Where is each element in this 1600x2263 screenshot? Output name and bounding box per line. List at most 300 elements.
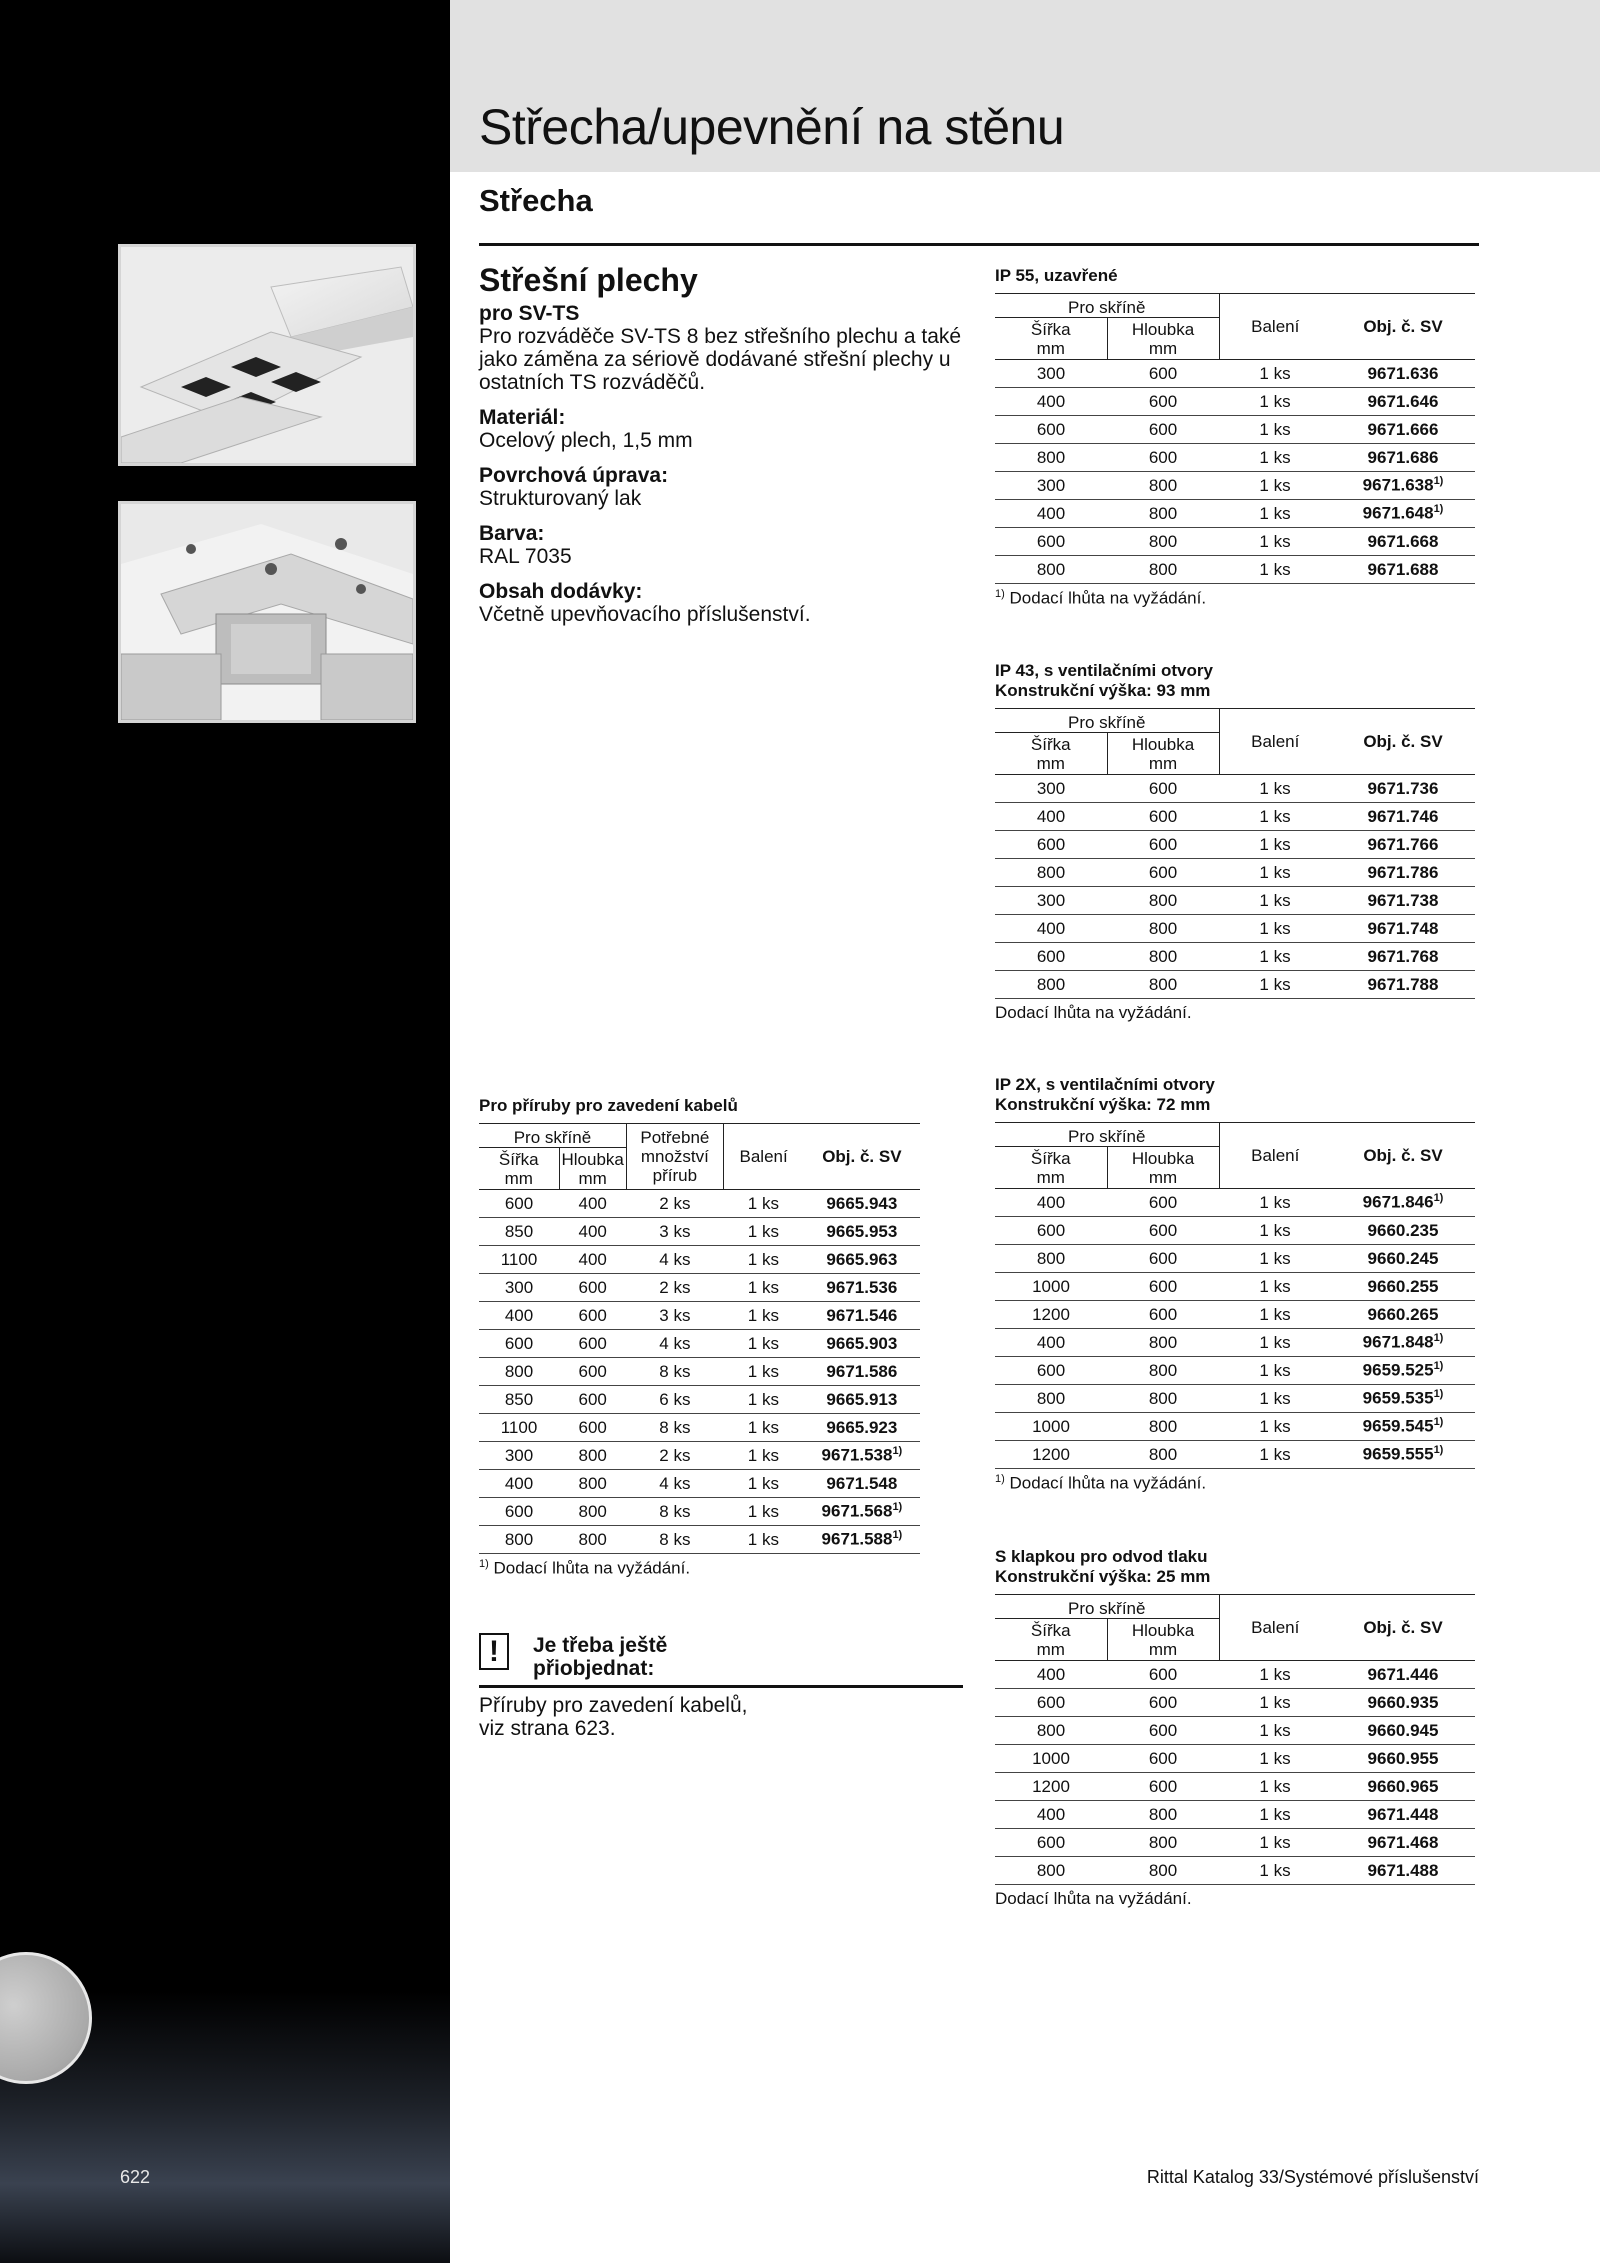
cell-d: 600 (1107, 1189, 1219, 1217)
cell-obj: 9659.545$^{1)}$ (1331, 1413, 1475, 1441)
material-value: Ocelový plech, 1,5 mm (479, 429, 693, 452)
cell-obj: 9671.736 (1331, 775, 1475, 803)
cell-obj: 9671.688 (1331, 556, 1475, 584)
cell-qty: 4 ks (626, 1246, 723, 1274)
color-label: Barva: (479, 522, 545, 545)
cell-d: 800 (1107, 1357, 1219, 1385)
table-row (995, 1745, 1475, 1773)
cell-obj: 9671.666 (1331, 416, 1475, 444)
cell-obj: 9665.953 (803, 1218, 920, 1246)
notice-text: Příruby pro zavedení kabelů, viz strana 623. (479, 1694, 748, 1740)
product-description (479, 262, 969, 626)
cell-pack: 1 ks (1219, 360, 1331, 388)
table-row (995, 556, 1475, 584)
header-width: Šířka mm (995, 733, 1107, 775)
cell-d: 600 (1107, 775, 1219, 803)
cell-pack: 1 ks (1219, 831, 1331, 859)
table-row (995, 971, 1475, 999)
footnote-marker: 1) (892, 1501, 903, 1514)
cell-pack: 1 ks (1219, 1385, 1331, 1413)
cell-obj: 9660.265 (1331, 1301, 1475, 1329)
cell-pack: 1 ks (723, 1386, 803, 1414)
cell-pack: 1 ks (1219, 1413, 1331, 1441)
footnote-marker: 1) (1433, 1192, 1444, 1205)
cell-qty: 8 ks (626, 1498, 723, 1526)
header-depth: Hloubka mm (1107, 318, 1219, 360)
cell-w: 600 (995, 1357, 1107, 1385)
notice-divider (479, 1685, 963, 1688)
table-block-ip55 (995, 266, 1475, 609)
table-row (995, 1689, 1475, 1717)
cell-pack: 1 ks (723, 1498, 803, 1526)
cell-obj: 9671.766 (1331, 831, 1475, 859)
cell-obj: 9671.846$^{1)}$ (1331, 1189, 1475, 1217)
cell-d: 600 (1107, 1773, 1219, 1801)
cell-pack: 1 ks (1219, 472, 1331, 500)
cell-w: 400 (995, 500, 1107, 528)
footnote-marker: 1) (1433, 1332, 1444, 1345)
table-ip43 (995, 708, 1475, 999)
cell-qty: 2 ks (626, 1190, 723, 1218)
cell-pack: 1 ks (1219, 859, 1331, 887)
cell-d: 800 (1107, 887, 1219, 915)
table-row (995, 1217, 1475, 1245)
cell-w: 600 (995, 831, 1107, 859)
cell-obj: 9671.748 (1331, 915, 1475, 943)
table-row (995, 1829, 1475, 1857)
table-row (995, 943, 1475, 971)
cell-obj: 9671.768 (1331, 943, 1475, 971)
cell-w: 600 (995, 528, 1107, 556)
cell-pack: 1 ks (1219, 1441, 1331, 1469)
cell-obj: 9671.746 (1331, 803, 1475, 831)
cell-d: 600 (559, 1414, 626, 1442)
cell-w: 800 (995, 971, 1107, 999)
cell-d: 800 (559, 1498, 626, 1526)
cell-obj: 9660.245 (1331, 1245, 1475, 1273)
table-block-ip2x (995, 1075, 1475, 1494)
table-row (479, 1386, 920, 1414)
table-row (995, 1245, 1475, 1273)
cell-obj: 9660.935 (1331, 1689, 1475, 1717)
header-width: Šířka mm (995, 1147, 1107, 1189)
cell-obj: 9671.546 (803, 1302, 920, 1330)
table-row (995, 388, 1475, 416)
table-row (479, 1246, 920, 1274)
catalog-footer: Rittal Katalog 33/Systémové příslušenství (1146, 2167, 1479, 2187)
header-order-no: Obj. č. SV (1331, 1123, 1475, 1189)
cell-qty: 3 ks (626, 1218, 723, 1246)
cell-obj: 9671.686 (1331, 444, 1475, 472)
header-packaging: Balení (1219, 1595, 1331, 1661)
header-packaging: Balení (1219, 709, 1331, 775)
cell-obj: 9671.468 (1331, 1829, 1475, 1857)
cell-w: 300 (479, 1274, 559, 1302)
cell-pack: 1 ks (1219, 1357, 1331, 1385)
table-pressure-flap (995, 1594, 1475, 1885)
cell-d: 600 (1107, 1245, 1219, 1273)
cell-obj: 9671.448 (1331, 1801, 1475, 1829)
table-row (479, 1470, 920, 1498)
cell-obj: 9671.538$^{1)}$ (803, 1442, 920, 1470)
cell-pack: 1 ks (1219, 1857, 1331, 1885)
header-depth: Hloubka mm (559, 1148, 626, 1190)
cell-obj: 9671.638$^{1)}$ (1331, 472, 1475, 500)
cell-d: 600 (1107, 803, 1219, 831)
product-photo-mounted-roof (118, 501, 416, 723)
cell-obj: 9671.568$^{1)}$ (803, 1498, 920, 1526)
cell-d: 600 (1107, 1273, 1219, 1301)
notice-title: Je třeba ještě přiobjednat: (533, 1634, 668, 1680)
cell-w: 800 (995, 1245, 1107, 1273)
cell-w: 1200 (995, 1773, 1107, 1801)
cell-pack: 1 ks (1219, 388, 1331, 416)
cell-qty: 4 ks (626, 1330, 723, 1358)
table-row (995, 500, 1475, 528)
table-row (995, 1301, 1475, 1329)
table-row (995, 360, 1475, 388)
table-row (479, 1498, 920, 1526)
cell-obj: 9671.586 (803, 1358, 920, 1386)
cell-w: 300 (995, 887, 1107, 915)
table-block-cable-flanges (479, 1096, 920, 1579)
material-label: Materiál: (479, 406, 566, 429)
cell-d: 600 (1107, 859, 1219, 887)
header-group: Pro skříně (995, 709, 1219, 733)
surface-label: Povrchová úprava: (479, 464, 669, 487)
cell-w: 800 (479, 1358, 559, 1386)
cell-w: 600 (995, 416, 1107, 444)
mounted-roof-illustration (121, 504, 413, 720)
cell-obj: 9671.588$^{1)}$ (803, 1526, 920, 1554)
cell-d: 400 (559, 1190, 626, 1218)
footnote-marker: 1) (892, 1445, 903, 1458)
table-row (995, 1773, 1475, 1801)
cell-pack: 1 ks (723, 1302, 803, 1330)
cell-w: 400 (995, 1661, 1107, 1689)
footnote-marker: 1) (1433, 503, 1444, 516)
cell-w: 800 (995, 859, 1107, 887)
header-flanges: Potřebné množství přírub (626, 1124, 723, 1190)
cell-d: 600 (1107, 1301, 1219, 1329)
header-depth: Hloubka mm (1107, 1619, 1219, 1661)
cell-qty: 3 ks (626, 1302, 723, 1330)
cell-w: 800 (479, 1526, 559, 1554)
cell-obj: 9671.636 (1331, 360, 1475, 388)
cell-d: 800 (1107, 472, 1219, 500)
table-caption: S klapkou pro odvod tlaku Konstrukční výška: 25 mm (995, 1547, 1211, 1586)
cell-w: 400 (995, 915, 1107, 943)
table-row (995, 1857, 1475, 1885)
cell-pack: 1 ks (1219, 915, 1331, 943)
cell-d: 800 (1107, 943, 1219, 971)
product-intro: Pro rozváděče SV-TS 8 bez střešního plechu a také jako záměna za sériově dodávané střešní plechy u ostatních TS rozváděčů. (479, 325, 962, 394)
cell-pack: 1 ks (723, 1414, 803, 1442)
cell-pack: 1 ks (1219, 444, 1331, 472)
cell-w: 850 (479, 1386, 559, 1414)
cell-pack: 1 ks (1219, 1773, 1331, 1801)
delivery-label: Obsah dodávky: (479, 580, 643, 603)
cell-d: 800 (1107, 1829, 1219, 1857)
cell-d: 800 (1107, 1413, 1219, 1441)
cell-qty: 6 ks (626, 1386, 723, 1414)
cell-qty: 2 ks (626, 1442, 723, 1470)
cell-obj: 9660.965 (1331, 1773, 1475, 1801)
table-row (995, 1357, 1475, 1385)
header-depth: Hloubka mm (1107, 1147, 1219, 1189)
cell-d: 800 (1107, 971, 1219, 999)
table-row (995, 1441, 1475, 1469)
surface-value: Strukturovaný lak (479, 487, 642, 510)
header-packaging: Balení (1219, 1123, 1331, 1189)
table-row (995, 887, 1475, 915)
cell-pack: 1 ks (1219, 803, 1331, 831)
table-row (995, 1273, 1475, 1301)
cell-pack: 1 ks (723, 1274, 803, 1302)
cell-obj: 9660.255 (1331, 1273, 1475, 1301)
table-caption: IP 55, uzavřené (995, 266, 1118, 285)
page-number: 622 (120, 2167, 151, 2187)
header-group: Pro skříně (479, 1124, 626, 1148)
cell-pack: 1 ks (1219, 1661, 1331, 1689)
header-packaging: Balení (1219, 294, 1331, 360)
cell-pack: 1 ks (723, 1330, 803, 1358)
header-group: Pro skříně (995, 1123, 1219, 1147)
cell-pack: 1 ks (1219, 971, 1331, 999)
cell-w: 600 (995, 1689, 1107, 1717)
cell-w: 400 (479, 1470, 559, 1498)
roof-plate-illustration (121, 247, 413, 463)
cell-d: 800 (559, 1442, 626, 1470)
header-width: Šířka mm (995, 318, 1107, 360)
cell-w: 800 (995, 556, 1107, 584)
footnote-marker: 1) (1433, 1388, 1444, 1401)
table-row (479, 1190, 920, 1218)
cell-obj: 9671.788 (1331, 971, 1475, 999)
table-row (479, 1358, 920, 1386)
cell-d: 600 (1107, 388, 1219, 416)
page-title: Střecha/upevnění na stěnu (479, 99, 1065, 155)
cell-pack: 1 ks (1219, 1189, 1331, 1217)
cell-qty: 8 ks (626, 1358, 723, 1386)
cell-w: 1100 (479, 1246, 559, 1274)
cell-d: 800 (559, 1470, 626, 1498)
cell-pack: 1 ks (1219, 1301, 1331, 1329)
cell-w: 1200 (995, 1301, 1107, 1329)
cell-pack: 1 ks (1219, 1829, 1331, 1857)
cell-pack: 1 ks (723, 1190, 803, 1218)
cell-w: 600 (995, 1829, 1107, 1857)
cell-qty: 8 ks (626, 1414, 723, 1442)
footnote-marker: 1) (1433, 1416, 1444, 1429)
delivery-value: Včetně upevňovacího příslušenství. (479, 603, 811, 626)
cell-w: 300 (995, 775, 1107, 803)
cell-pack: 1 ks (1219, 528, 1331, 556)
cell-w: 600 (995, 943, 1107, 971)
exclamation-icon: ! (479, 1633, 509, 1670)
table-block-pressure-flap (995, 1547, 1475, 1909)
header-order-no: Obj. č. SV (1331, 1595, 1475, 1661)
cell-d: 600 (1107, 831, 1219, 859)
table-row (479, 1302, 920, 1330)
table-row (995, 1661, 1475, 1689)
table-row (479, 1330, 920, 1358)
cell-d: 800 (1107, 1801, 1219, 1829)
cell-pack: 1 ks (723, 1246, 803, 1274)
table-row (479, 1526, 920, 1554)
cell-obj: 9660.235 (1331, 1217, 1475, 1245)
cell-obj: 9671.786 (1331, 859, 1475, 887)
cell-w: 800 (995, 1857, 1107, 1885)
cell-d: 600 (559, 1302, 626, 1330)
cell-obj: 9665.923 (803, 1414, 920, 1442)
cell-d: 600 (1107, 1661, 1219, 1689)
cell-pack: 1 ks (1219, 1217, 1331, 1245)
table-row (995, 1329, 1475, 1357)
table-caption: IP 2X, s ventilačními otvory Konstrukční výška: 72 mm (995, 1075, 1215, 1114)
header-width: Šířka mm (479, 1148, 559, 1190)
cell-d: 600 (559, 1274, 626, 1302)
table-row (995, 416, 1475, 444)
cell-pack: 1 ks (1219, 500, 1331, 528)
cell-obj: 9659.525$^{1)}$ (1331, 1357, 1475, 1385)
cell-d: 600 (1107, 1745, 1219, 1773)
cell-w: 800 (995, 444, 1107, 472)
product-photo-roof-plates (118, 244, 416, 466)
footnote-marker: 1) (1433, 1360, 1444, 1373)
cell-w: 1100 (479, 1414, 559, 1442)
cell-d: 800 (559, 1526, 626, 1554)
table-row (995, 444, 1475, 472)
cell-w: 850 (479, 1218, 559, 1246)
cell-pack: 1 ks (723, 1218, 803, 1246)
cell-w: 1000 (995, 1413, 1107, 1441)
table-row (995, 775, 1475, 803)
table-row (479, 1218, 920, 1246)
table-cable-flanges (479, 1123, 920, 1554)
product-title: Střešní plechy (479, 262, 698, 298)
table-row (995, 1801, 1475, 1829)
cell-pack: 1 ks (723, 1358, 803, 1386)
cell-w: 400 (995, 388, 1107, 416)
header-divider (479, 243, 1479, 246)
cell-pack: 1 ks (723, 1442, 803, 1470)
footnote-marker: 1) (892, 1529, 903, 1542)
cell-w: 800 (995, 1385, 1107, 1413)
cell-d: 600 (559, 1330, 626, 1358)
table-ip2x (995, 1122, 1475, 1469)
table-footnote: $^{1)}$ Dodací lhůta na vyžádání. (479, 1558, 691, 1578)
cell-w: 800 (995, 1717, 1107, 1745)
table-row (995, 528, 1475, 556)
table-footnote: $^{1)}$ Dodací lhůta na vyžádání. (995, 588, 1207, 608)
table-row (995, 1189, 1475, 1217)
cell-obj: 9671.668 (1331, 528, 1475, 556)
cell-pack: 1 ks (1219, 943, 1331, 971)
cell-w: 300 (995, 360, 1107, 388)
cell-w: 400 (995, 1329, 1107, 1357)
cell-w: 300 (479, 1442, 559, 1470)
cell-obj: 9671.548 (803, 1470, 920, 1498)
cell-obj: 9665.963 (803, 1246, 920, 1274)
header-width: Šířka mm (995, 1619, 1107, 1661)
cell-obj: 9665.913 (803, 1386, 920, 1414)
cell-w: 300 (995, 472, 1107, 500)
cell-d: 800 (1107, 915, 1219, 943)
cell-d: 800 (1107, 1441, 1219, 1469)
section-title: Střecha (479, 183, 593, 218)
cell-qty: 4 ks (626, 1470, 723, 1498)
cell-d: 600 (559, 1386, 626, 1414)
table-row (479, 1442, 920, 1470)
cell-w: 600 (479, 1190, 559, 1218)
cell-obj: 9671.446 (1331, 1661, 1475, 1689)
footnote-marker: 1) (1433, 1444, 1444, 1457)
table-footnote: Dodací lhůta na vyžádání. (995, 1003, 1192, 1022)
cell-obj: 9660.955 (1331, 1745, 1475, 1773)
cell-pack: 1 ks (1219, 1717, 1331, 1745)
table-row (995, 1385, 1475, 1413)
cell-d: 800 (1107, 556, 1219, 584)
cell-pack: 1 ks (1219, 1689, 1331, 1717)
cell-w: 1200 (995, 1441, 1107, 1469)
cell-d: 400 (559, 1246, 626, 1274)
table-footnote: $^{1)}$ Dodací lhůta na vyžádání. (995, 1473, 1207, 1493)
cell-d: 800 (1107, 1857, 1219, 1885)
cell-obj: 9671.488 (1331, 1857, 1475, 1885)
cell-obj: 9671.648$^{1)}$ (1331, 500, 1475, 528)
cell-d: 600 (1107, 444, 1219, 472)
cell-d: 800 (1107, 1329, 1219, 1357)
cell-d: 800 (1107, 528, 1219, 556)
cell-w: 1000 (995, 1273, 1107, 1301)
table-row (995, 1413, 1475, 1441)
cell-d: 400 (559, 1218, 626, 1246)
cell-qty: 2 ks (626, 1274, 723, 1302)
table-footnote: Dodací lhůta na vyžádání. (995, 1889, 1192, 1908)
color-value: RAL 7035 (479, 545, 572, 568)
cell-obj: 9665.903 (803, 1330, 920, 1358)
table-row (995, 472, 1475, 500)
cell-w: 400 (995, 1801, 1107, 1829)
table-row (479, 1274, 920, 1302)
cell-obj: 9659.535$^{1)}$ (1331, 1385, 1475, 1413)
cell-w: 400 (479, 1302, 559, 1330)
cell-obj: 9671.536 (803, 1274, 920, 1302)
header-order-no: Obj. č. SV (1331, 709, 1475, 775)
cell-pack: 1 ks (1219, 1245, 1331, 1273)
cell-d: 600 (1107, 1717, 1219, 1745)
header-packaging: Balení (723, 1124, 803, 1190)
header-order-no: Obj. č. SV (803, 1124, 920, 1190)
cell-d: 600 (559, 1358, 626, 1386)
cell-obj: 9659.555$^{1)}$ (1331, 1441, 1475, 1469)
cell-obj: 9671.738 (1331, 887, 1475, 915)
product-subtitle: pro SV-TS (479, 302, 580, 325)
cell-pack: 1 ks (1219, 416, 1331, 444)
table-row (995, 1717, 1475, 1745)
table-caption: IP 43, s ventilačními otvory Konstrukční výška: 93 mm (995, 661, 1213, 700)
cell-pack: 1 ks (723, 1470, 803, 1498)
cell-d: 600 (1107, 416, 1219, 444)
header-depth: Hloubka mm (1107, 733, 1219, 775)
cell-w: 600 (479, 1330, 559, 1358)
cell-w: 1000 (995, 1745, 1107, 1773)
cell-pack: 1 ks (1219, 1273, 1331, 1301)
cell-pack: 1 ks (1219, 1329, 1331, 1357)
cell-d: 800 (1107, 1385, 1219, 1413)
cell-obj: 9671.848$^{1)}$ (1331, 1329, 1475, 1357)
